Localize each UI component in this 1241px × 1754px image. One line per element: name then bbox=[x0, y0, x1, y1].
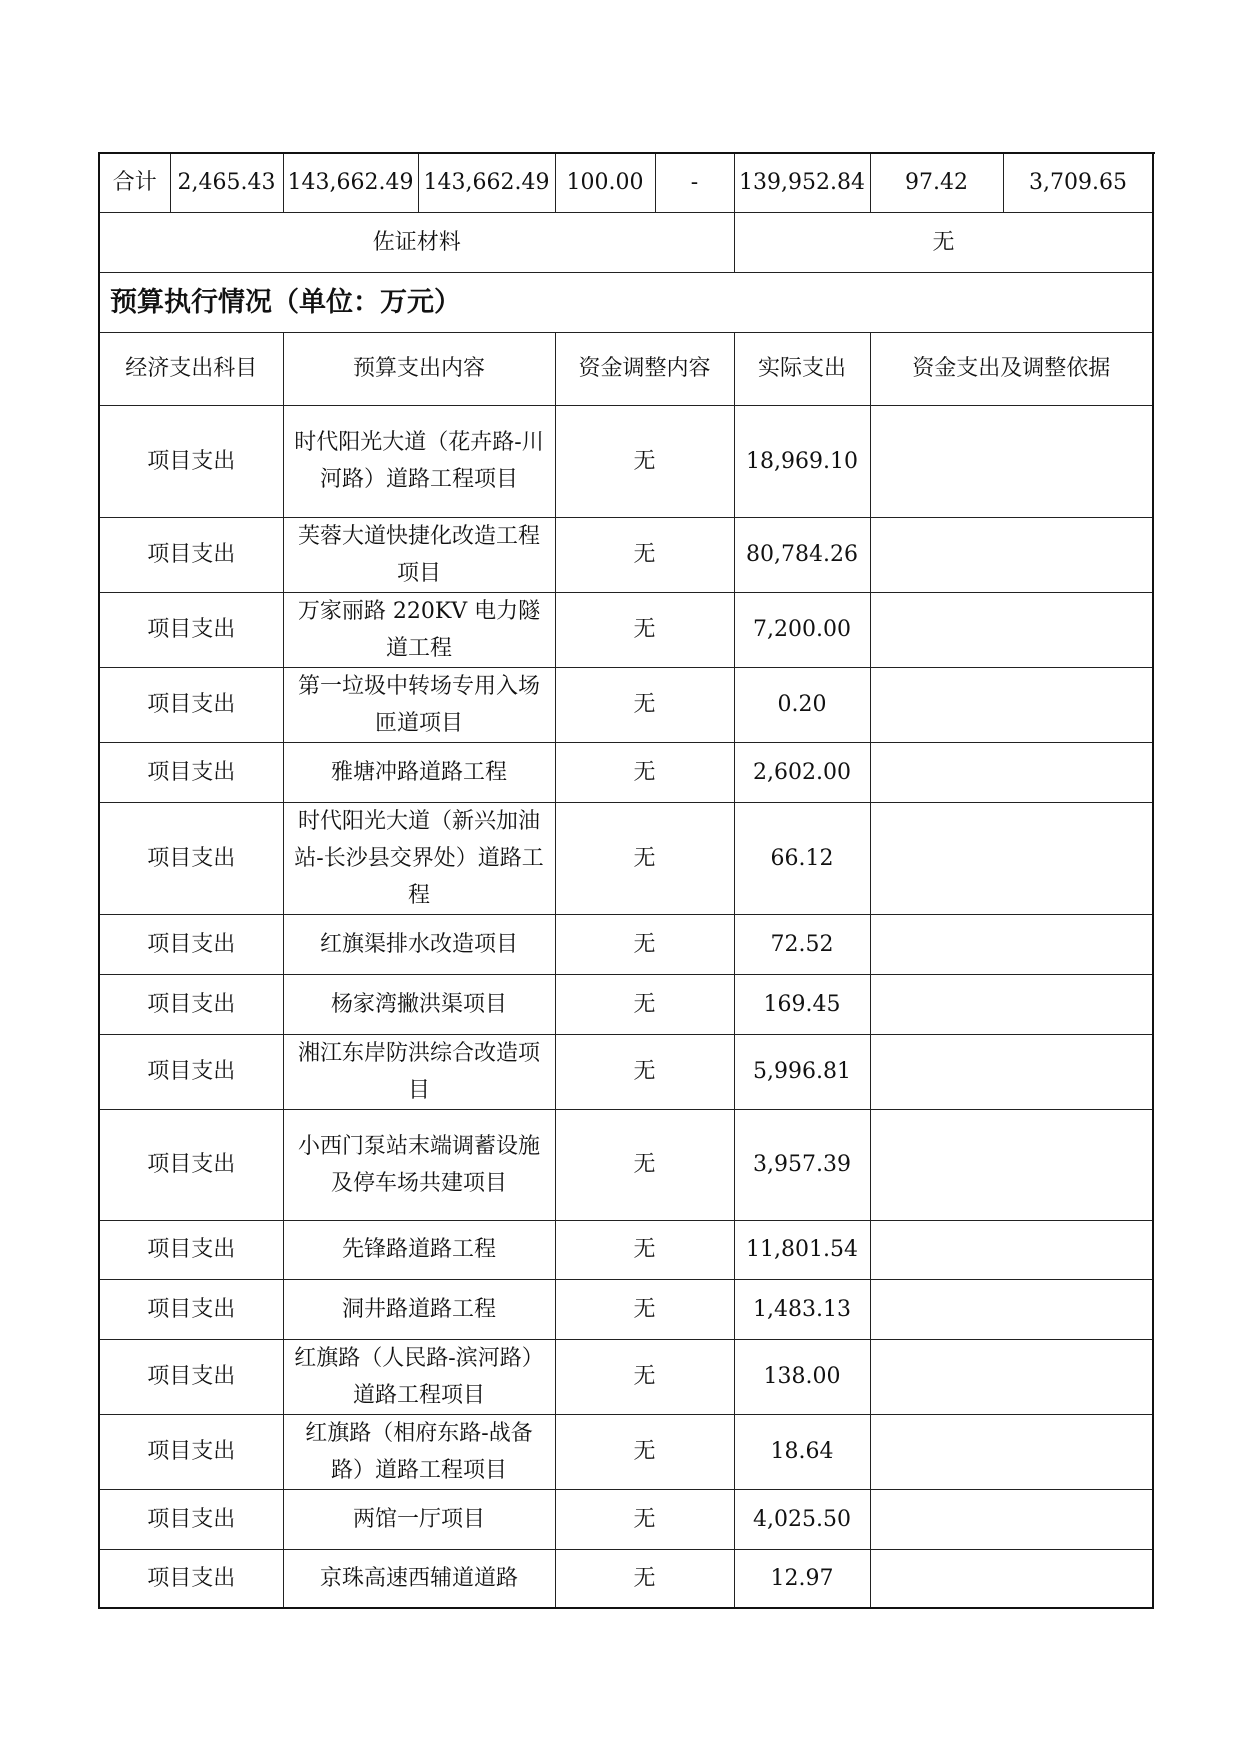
evidence-value: 无 bbox=[734, 212, 1153, 272]
cell-content: 京珠高速西辅道道路 bbox=[283, 1549, 555, 1608]
cell-basis bbox=[870, 517, 1153, 592]
cell-basis bbox=[870, 1489, 1153, 1549]
total-value: 3,709.65 bbox=[1003, 153, 1153, 212]
cell-content: 时代阳光大道（花卉路-川河路）道路工程项目 bbox=[283, 405, 555, 517]
cell-subject: 项目支出 bbox=[99, 1339, 283, 1414]
cell-content: 洞井路道路工程 bbox=[283, 1279, 555, 1339]
cell-content: 雅塘冲路道路工程 bbox=[283, 742, 555, 802]
cell-content: 小西门泵站末端调蓄设施及停车场共建项目 bbox=[283, 1109, 555, 1220]
cell-content: 万家丽路 220KV 电力隧道工程 bbox=[283, 592, 555, 667]
cell-basis bbox=[870, 1279, 1153, 1339]
cell-subject: 项目支出 bbox=[99, 1034, 283, 1109]
cell-basis bbox=[870, 914, 1153, 974]
cell-content: 红旗路（人民路-滨河路）道路工程项目 bbox=[283, 1339, 555, 1414]
cell-basis bbox=[870, 1339, 1153, 1414]
table-row bbox=[99, 914, 1153, 974]
cell-actual: 18,969.10 bbox=[734, 405, 870, 517]
cell-adjust: 无 bbox=[555, 1549, 734, 1608]
cell-adjust: 无 bbox=[555, 517, 734, 592]
cell-content: 第一垃圾中转场专用入场匝道项目 bbox=[283, 667, 555, 742]
cell-actual: 7,200.00 bbox=[734, 592, 870, 667]
total-value: 143,662.49 bbox=[418, 153, 555, 212]
table-row bbox=[99, 1034, 1153, 1109]
total-value: 2,465.43 bbox=[170, 153, 283, 212]
column-header: 预算支出内容 bbox=[283, 332, 555, 405]
cell-basis bbox=[870, 1220, 1153, 1279]
header-row bbox=[99, 332, 1153, 405]
cell-adjust: 无 bbox=[555, 742, 734, 802]
table-row bbox=[99, 405, 1153, 517]
cell-basis bbox=[870, 802, 1153, 914]
cell-subject: 项目支出 bbox=[99, 1220, 283, 1279]
total-label: 合计 bbox=[99, 153, 170, 212]
column-header: 经济支出科目 bbox=[99, 332, 283, 405]
cell-adjust: 无 bbox=[555, 1279, 734, 1339]
cell-content: 时代阳光大道（新兴加油站-长沙县交界处）道路工程 bbox=[283, 802, 555, 914]
cell-adjust: 无 bbox=[555, 592, 734, 667]
cell-actual: 138.00 bbox=[734, 1339, 870, 1414]
table-row bbox=[99, 802, 1153, 914]
cell-subject: 项目支出 bbox=[99, 592, 283, 667]
cell-actual: 5,996.81 bbox=[734, 1034, 870, 1109]
cell-adjust: 无 bbox=[555, 1489, 734, 1549]
total-value: 139,952.84 bbox=[734, 153, 870, 212]
cell-actual: 18.64 bbox=[734, 1414, 870, 1489]
cell-basis bbox=[870, 1414, 1153, 1489]
cell-actual: 72.52 bbox=[734, 914, 870, 974]
cell-adjust: 无 bbox=[555, 1034, 734, 1109]
cell-subject: 项目支出 bbox=[99, 1489, 283, 1549]
cell-subject: 项目支出 bbox=[99, 1549, 283, 1608]
cell-content: 芙蓉大道快捷化改造工程项目 bbox=[283, 517, 555, 592]
cell-basis bbox=[870, 592, 1153, 667]
cell-adjust: 无 bbox=[555, 1414, 734, 1489]
cell-basis bbox=[870, 1109, 1153, 1220]
column-header: 资金支出及调整依据 bbox=[870, 332, 1153, 405]
table-row bbox=[99, 667, 1153, 742]
total-value: 143,662.49 bbox=[283, 153, 418, 212]
cell-actual: 3,957.39 bbox=[734, 1109, 870, 1220]
total-value: - bbox=[655, 153, 734, 212]
column-header: 资金调整内容 bbox=[555, 332, 734, 405]
cell-content: 湘江东岸防洪综合改造项目 bbox=[283, 1034, 555, 1109]
cell-actual: 2,602.00 bbox=[734, 742, 870, 802]
cell-subject: 项目支出 bbox=[99, 742, 283, 802]
cell-subject: 项目支出 bbox=[99, 1414, 283, 1489]
cell-adjust: 无 bbox=[555, 1109, 734, 1220]
cell-actual: 66.12 bbox=[734, 802, 870, 914]
cell-adjust: 无 bbox=[555, 974, 734, 1034]
table-row bbox=[99, 1549, 1153, 1608]
cell-content: 红旗路（相府东路-战备路）道路工程项目 bbox=[283, 1414, 555, 1489]
cell-content: 先锋路道路工程 bbox=[283, 1220, 555, 1279]
cell-subject: 项目支出 bbox=[99, 405, 283, 517]
cell-basis bbox=[870, 1549, 1153, 1608]
column-header: 实际支出 bbox=[734, 332, 870, 405]
cell-content: 红旗渠排水改造项目 bbox=[283, 914, 555, 974]
cell-content: 两馆一厅项目 bbox=[283, 1489, 555, 1549]
cell-subject: 项目支出 bbox=[99, 517, 283, 592]
cell-content: 杨家湾撇洪渠项目 bbox=[283, 974, 555, 1034]
evidence-label: 佐证材料 bbox=[99, 212, 734, 272]
cell-adjust: 无 bbox=[555, 405, 734, 517]
table-row bbox=[99, 1414, 1153, 1489]
cell-basis bbox=[870, 974, 1153, 1034]
cell-adjust: 无 bbox=[555, 802, 734, 914]
table-row bbox=[99, 1339, 1153, 1414]
total-row bbox=[99, 153, 1153, 212]
table-row bbox=[99, 742, 1153, 802]
cell-actual: 169.45 bbox=[734, 974, 870, 1034]
table-row bbox=[99, 1279, 1153, 1339]
cell-actual: 4,025.50 bbox=[734, 1489, 870, 1549]
cell-actual: 0.20 bbox=[734, 667, 870, 742]
budget-table bbox=[98, 152, 1154, 1609]
cell-adjust: 无 bbox=[555, 667, 734, 742]
total-value: 100.00 bbox=[555, 153, 655, 212]
cell-subject: 项目支出 bbox=[99, 802, 283, 914]
cell-adjust: 无 bbox=[555, 1339, 734, 1414]
cell-actual: 1,483.13 bbox=[734, 1279, 870, 1339]
table-row bbox=[99, 592, 1153, 667]
section-row bbox=[99, 272, 1153, 332]
cell-basis bbox=[870, 667, 1153, 742]
cell-actual: 11,801.54 bbox=[734, 1220, 870, 1279]
cell-basis bbox=[870, 742, 1153, 802]
table-row bbox=[99, 517, 1153, 592]
table-row bbox=[99, 1489, 1153, 1549]
cell-actual: 12.97 bbox=[734, 1549, 870, 1608]
table-row bbox=[99, 974, 1153, 1034]
cell-subject: 项目支出 bbox=[99, 974, 283, 1034]
cell-subject: 项目支出 bbox=[99, 667, 283, 742]
cell-subject: 项目支出 bbox=[99, 914, 283, 974]
cell-subject: 项目支出 bbox=[99, 1279, 283, 1339]
cell-basis bbox=[870, 405, 1153, 517]
evidence-row bbox=[99, 212, 1153, 272]
cell-adjust: 无 bbox=[555, 914, 734, 974]
cell-basis bbox=[870, 1034, 1153, 1109]
total-value: 97.42 bbox=[870, 153, 1003, 212]
section-title: 预算执行情况（单位：万元） bbox=[99, 272, 1153, 332]
cell-adjust: 无 bbox=[555, 1220, 734, 1279]
table-row bbox=[99, 1109, 1153, 1220]
table-row bbox=[99, 1220, 1153, 1279]
cell-actual: 80,784.26 bbox=[734, 517, 870, 592]
cell-subject: 项目支出 bbox=[99, 1109, 283, 1220]
